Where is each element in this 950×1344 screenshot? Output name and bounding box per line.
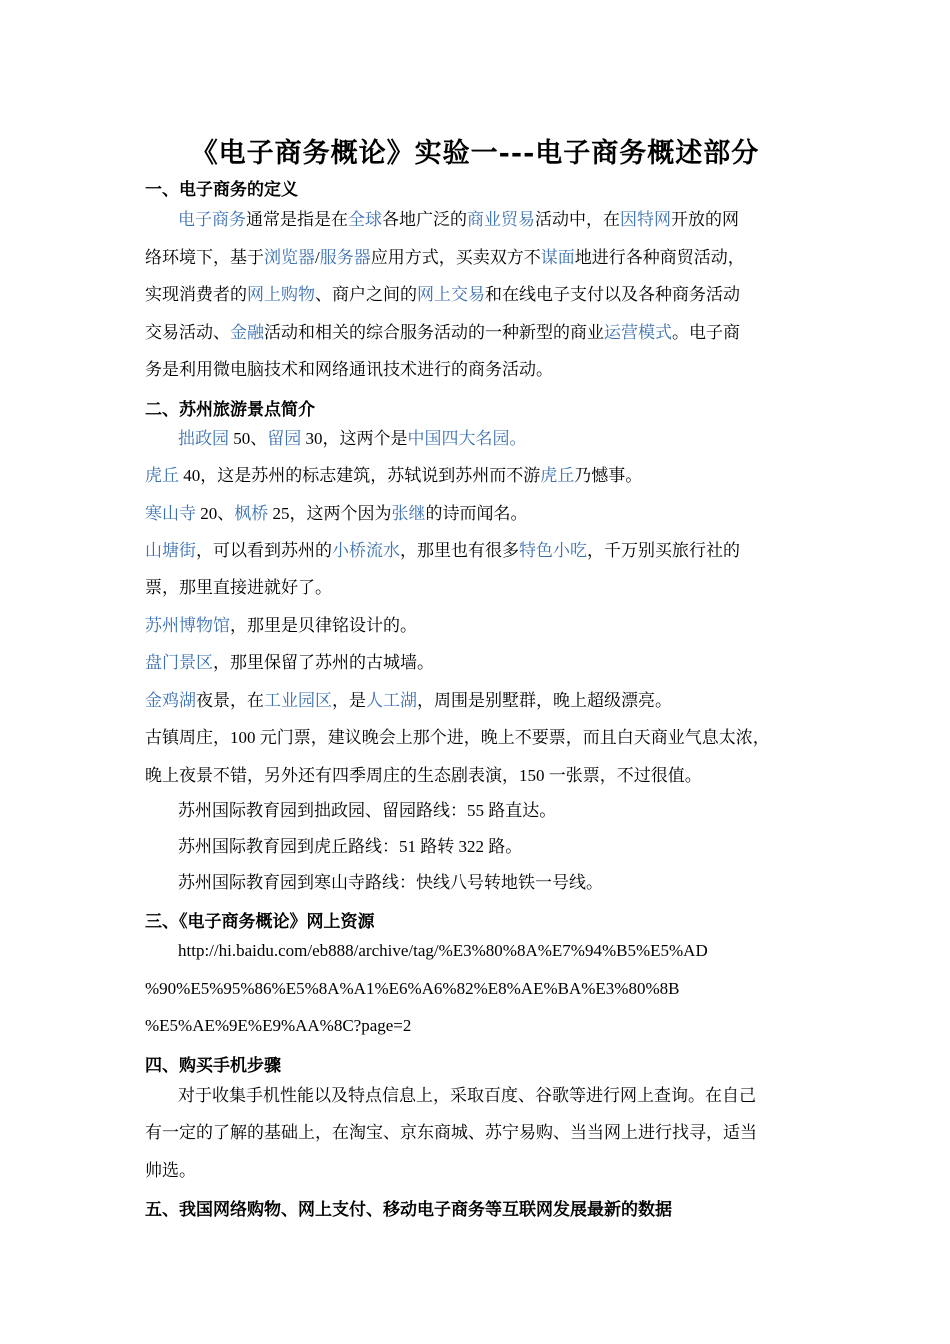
text-segment: 通常是指是在 [246, 210, 348, 229]
section-heading-data: 五、我国网络购物、网上支付、移动电子商务等互联网发展最新的数据 [145, 1200, 672, 1220]
keyword-link[interactable]: 特色小吃 [519, 541, 587, 560]
text-segment: 交易活动、 [145, 323, 230, 342]
text-segment: 各地广泛的 [382, 210, 467, 229]
text-segment: %E5%AE%9E%E9%AA%8C?page=2 [145, 1016, 412, 1035]
text-segment: 20、 [196, 504, 235, 523]
text-segment: 对于收集手机性能以及特点信息上，采取百度、谷歌等进行网上查询。在自己 [178, 1086, 756, 1105]
text-segment: ，可以看到苏州的 [196, 541, 332, 560]
paragraph-line [145, 569, 825, 607]
keyword-link[interactable]: 。 [509, 429, 527, 448]
text-segment: 地进行各种商贸活动， [574, 248, 745, 267]
text-segment: 、商户之间的 [315, 285, 417, 304]
keyword-link[interactable]: 盘门景区 [145, 653, 213, 672]
section-heading-resources: 三、《电子商务概论》网上资源 [145, 912, 375, 932]
route-line [178, 792, 858, 830]
paragraph-line [145, 457, 825, 495]
keyword-link[interactable]: 寒山寺 [145, 504, 196, 523]
text-segment: 开放的网 [671, 210, 739, 229]
text-segment: 帅选。 [145, 1161, 196, 1180]
text-segment: 夜景，在 [196, 691, 264, 710]
paragraph-line [145, 682, 825, 720]
paragraph-line [145, 495, 825, 533]
text-segment: 务是利用微电脑技术和网络通讯技术进行的商务活动。 [145, 360, 553, 379]
keyword-link[interactable]: 因特网 [620, 210, 671, 229]
text-segment: 乃憾事。 [574, 466, 643, 485]
keyword-link[interactable]: 商业贸易 [467, 210, 535, 229]
keyword-link[interactable]: 金融 [230, 323, 264, 342]
text-segment: 活动中，在 [535, 210, 620, 229]
keyword-link[interactable]: 小桥流水 [332, 541, 400, 560]
text-segment: ，是 [332, 691, 366, 710]
keyword-link[interactable]: 留园 [267, 429, 302, 448]
paragraph-line [145, 1152, 825, 1190]
route-line [178, 828, 858, 866]
paragraph-line [145, 644, 825, 682]
keyword-link[interactable]: 工业园区 [264, 691, 332, 710]
text-segment: 活动和相关的综合服务活动的一种新型的商业 [264, 323, 604, 342]
paragraph-line [178, 1077, 858, 1115]
route-line [178, 864, 858, 902]
text-segment: 50、 [229, 429, 268, 448]
resource-url-line [145, 1007, 825, 1045]
text-segment: 。电子商 [672, 323, 740, 342]
keyword-link[interactable]: 山塘街 [145, 541, 196, 560]
section-heading-definition: 一、电子商务的定义 [145, 180, 298, 200]
text-segment: %90%E5%95%86%E5%8A%A1%E6%A6%82%E8%AE%BA%E3%80%8B [145, 979, 680, 998]
keyword-link[interactable]: 张继 [391, 504, 426, 523]
text-segment: 25，这两个因为 [268, 504, 392, 523]
keyword-link[interactable]: 浏览器 [264, 248, 315, 267]
text-segment: ，那里是贝律铭设计的。 [230, 616, 417, 635]
text-segment: 40，这是苏州的标志建筑，苏轼说到苏州而不游 [179, 466, 541, 485]
resource-url-line [145, 970, 825, 1008]
text-segment: 苏州国际教育园到拙政园、留园路线：55 路直达。 [178, 801, 557, 820]
text-segment: 有一定的了解的基础上，在淘宝、京东商城、苏宁易购、当当网上进行找寻，适当 [145, 1123, 757, 1142]
text-segment: http://hi.baidu.com/eb888/archive/tag/%E3%80%8A%E7%94%B5%E5%AD [178, 941, 708, 960]
keyword-link[interactable]: 谋面 [540, 248, 575, 267]
page-title: 《电子商务概论》实验一---电子商务概述部分 [190, 138, 760, 169]
keyword-link[interactable]: 服务器 [319, 248, 371, 267]
text-segment: ，那里也有很多 [400, 541, 519, 560]
paragraph-line [145, 276, 825, 314]
paragraph-line [145, 532, 825, 570]
keyword-link[interactable]: 运营模式 [604, 323, 672, 342]
keyword-link[interactable]: 拙政园 [178, 429, 229, 448]
keyword-link[interactable]: 全球 [348, 210, 382, 229]
paragraph-line [145, 1114, 825, 1152]
text-segment: 古镇周庄，100 元门票，建议晚会上那个进，晚上不要票，而且白天商业气息太浓， [145, 728, 770, 747]
text-segment: 30，这两个是 [301, 429, 408, 448]
keyword-link[interactable]: 人工湖 [366, 691, 417, 710]
keyword-link[interactable]: 网上交易 [417, 285, 485, 304]
keyword-link[interactable]: 枫桥 [234, 504, 269, 523]
text-segment: 苏州国际教育园到虎丘路线：51 路转 322 路。 [178, 837, 523, 856]
section-heading-phone: 四、购买手机步骤 [145, 1056, 281, 1076]
keyword-link[interactable]: 网上购物 [247, 285, 315, 304]
paragraph-line [145, 757, 825, 795]
text-segment: 的诗而闻名。 [425, 504, 528, 523]
text-segment: 实现消费者的 [145, 285, 247, 304]
text-segment: / [315, 248, 320, 267]
text-segment: 和在线电子支付以及各种商务活动 [485, 285, 740, 304]
text-segment: ，千万别买旅行社的 [587, 541, 740, 560]
text-segment: 应用方式，买卖双方不 [370, 248, 541, 267]
paragraph-line [178, 201, 858, 239]
text-segment: ，那里保留了苏州的古城墙。 [213, 653, 434, 672]
text-segment: 络环境下，基于 [145, 248, 264, 267]
paragraph-line [145, 239, 825, 277]
keyword-link[interactable]: 虎丘 [540, 466, 575, 485]
text-segment: 苏州国际教育园到寒山寺路线：快线八号转地铁一号线。 [178, 873, 603, 892]
paragraph-line [145, 607, 825, 645]
text-segment: 晚上夜景不错，另外还有四季周庄的生态剧表演，150 一张票，不过很值。 [145, 766, 702, 785]
resource-url-line [178, 932, 858, 970]
keyword-link[interactable]: 苏州博物馆 [145, 616, 230, 635]
text-segment: 票，那里直接进就好了。 [145, 578, 332, 597]
section-heading-suzhou: 二、苏州旅游景点简介 [145, 400, 315, 420]
paragraph-line [145, 314, 825, 352]
text-segment: ，周围是别墅群，晚上超级漂亮。 [417, 691, 672, 710]
keyword-link[interactable]: 中国四大名园 [407, 429, 510, 448]
keyword-link[interactable]: 金鸡湖 [145, 691, 196, 710]
paragraph-line [145, 351, 825, 389]
keyword-link[interactable]: 电子商务 [178, 210, 246, 229]
paragraph-line [145, 719, 825, 757]
keyword-link[interactable]: 虎丘 [145, 466, 179, 485]
paragraph-line [178, 420, 858, 458]
